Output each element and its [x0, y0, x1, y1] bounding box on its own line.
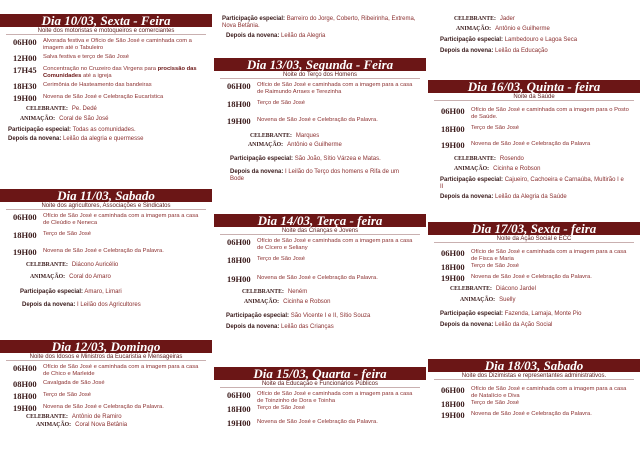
depois	[214, 169, 426, 183]
schedule-row	[214, 405, 426, 414]
celebrante-value: Diácono Auricélio	[71, 262, 119, 268]
day-subtitle: Noite da Ação Social e ECC	[434, 235, 634, 243]
participacao	[214, 156, 426, 163]
participacao-label: Participação especial:	[440, 311, 504, 318]
animacao-label: ANIMAÇÃO:	[36, 422, 72, 429]
celebrante-label: CELEBRANTE:	[454, 16, 496, 22]
day-block-13	[214, 58, 426, 183]
day-subtitle: Noite dos agricultores, Associações e Sindicatos	[6, 202, 206, 210]
time: 12H00	[13, 53, 37, 63]
time: 19H00	[441, 140, 465, 150]
depois	[428, 48, 640, 55]
time: 19H00	[227, 418, 251, 428]
schedule-row	[214, 419, 426, 428]
time: 18H00	[441, 262, 465, 272]
depois-value: Leilão das Crianças	[281, 324, 334, 331]
desc: Ofício de São José e caminhada com a imagem para a casa de Natalício e Diva	[471, 386, 627, 399]
desc: Terço de São José	[43, 392, 92, 398]
depois	[0, 136, 212, 143]
time: 18H00	[441, 124, 465, 134]
desc: Ofício de São José e caminhada com a imagem para a casa de Toinzinho de Dora e Toinha	[257, 391, 413, 404]
desc: Novena de São José e Celebração da Palavra.	[257, 419, 378, 425]
schedule-row	[428, 400, 640, 409]
participacao-label: Participação especial:	[222, 16, 286, 22]
depois	[428, 322, 640, 329]
desc: Terço de São José	[257, 256, 306, 262]
participacao-value: São João, Sítio Várzea e Matas.	[294, 156, 381, 163]
desc-bold: procissão das Comunidades	[43, 66, 197, 79]
schedule-row	[214, 391, 426, 404]
schedule-row	[214, 82, 426, 95]
day-title: Dia 18/03, Sabado	[428, 359, 640, 372]
celebrante-label: CELEBRANTE:	[26, 414, 68, 420]
day-title: Dia 10/03, Sexta - Feira	[0, 14, 212, 27]
participacao-label: Participação especial:	[230, 156, 294, 163]
day-title: Dia 11/03, Sabado	[0, 189, 212, 202]
animacao	[428, 26, 640, 33]
participacao	[214, 313, 426, 320]
time: 06H00	[227, 81, 251, 91]
desc: Terço de São José	[471, 263, 520, 269]
depois	[0, 302, 212, 309]
participacao	[428, 177, 640, 191]
celebrante-value: Neném	[287, 289, 308, 295]
time: 19H00	[227, 274, 251, 284]
day-subtitle: Noite da Saúde	[434, 93, 634, 101]
schedule-row	[428, 107, 640, 120]
celebrante-value: Marques	[295, 133, 320, 139]
participacao-value: São Vicente I e II, Sítio Souza	[290, 313, 371, 320]
desc: Novena de São José e Celebração da Palavra.	[43, 248, 164, 254]
schedule-row	[0, 248, 212, 257]
time: 19H00	[13, 93, 37, 103]
day-title: Dia 16/03, Quinta - feira	[428, 80, 640, 93]
animacao-value: Coral do Amaro	[69, 274, 111, 281]
animacao-value: Cicinha e Robson	[493, 166, 541, 173]
depois-value: I Leilão do Terço dos homens e Rifa de um Bode	[230, 169, 399, 183]
animacao	[0, 274, 212, 281]
desc: Novena de São José e Celebração da Palavra	[471, 141, 591, 147]
animacao-label: ANIMAÇÃO:	[30, 274, 66, 281]
day-subtitle: Noite dos motoristas e motoqueiros e comerciantes	[6, 27, 206, 35]
depois-value: Leilão da Alegria	[281, 33, 326, 39]
time: 18H30	[13, 81, 37, 91]
participacao-value: Todas as comunidades.	[72, 127, 136, 134]
animacao	[214, 299, 426, 306]
celebrante-value: Jader	[499, 16, 515, 22]
time: 19H00	[441, 273, 465, 283]
time: 18H00	[227, 99, 251, 109]
time: 18H00	[441, 399, 465, 409]
day-block-15-continued	[428, 16, 640, 55]
depois-label: Depois da novena:	[440, 48, 494, 55]
depois-value: Leilão da Educação	[495, 48, 548, 55]
animacao-value: Cicinha e Robson	[283, 299, 331, 306]
participacao-label: Participação especial:	[226, 313, 290, 320]
schedule-row	[0, 54, 212, 63]
animacao-label: ANIMAÇÃO:	[460, 297, 496, 304]
schedule-row	[0, 231, 212, 240]
schedule-row	[0, 82, 212, 91]
animacao-value: Antônio e Guilherme	[287, 142, 342, 149]
animacao	[428, 297, 640, 304]
time: 18H00	[13, 391, 37, 401]
celebrante	[428, 286, 640, 293]
participacao-value: Amaro, Limari	[84, 289, 122, 296]
schedule-row	[214, 117, 426, 126]
time: 18H00	[227, 255, 251, 265]
participacao-value: Cajueiro, Cachoeira e Carnaúba, Multirão I e II	[440, 177, 624, 191]
desc-pre: Concentração no Cruzeiro das Virgens para	[43, 66, 158, 72]
depois-label: Depois da novena:	[230, 169, 284, 176]
depois-value: Leilão da alegria e quermesse	[63, 136, 144, 143]
time: 18H00	[227, 404, 251, 414]
schedule-row	[0, 404, 212, 413]
celebrante	[0, 106, 212, 113]
depois-label: Depois da novena:	[226, 324, 280, 331]
depois-label: Depois da novena:	[440, 194, 494, 201]
depois-value: Leilão da Ação Social	[495, 322, 553, 329]
schedule-row	[0, 38, 212, 51]
depois-label: Depois da novena:	[22, 302, 76, 309]
depois-value: Leilão da Alegria da Saúde	[495, 194, 567, 201]
animacao	[0, 422, 212, 429]
animacao-value: Antônio e Guilherme	[495, 26, 550, 33]
animacao-label: ANIMAÇÃO:	[456, 26, 492, 33]
participacao	[428, 37, 640, 44]
day-subtitle: Noite da Educação e Funcionários Públicos	[220, 380, 420, 388]
depois	[214, 324, 426, 331]
time: 06H00	[441, 385, 465, 395]
animacao-value: Suelly	[499, 297, 516, 304]
celebrante-label: CELEBRANTE:	[26, 106, 68, 112]
schedule-row	[428, 386, 640, 399]
day-subtitle: Noite dos Dizimistas e representantes administrativos.	[434, 372, 634, 380]
desc: Novena de São José e Celebração da Palavra.	[257, 275, 378, 281]
schedule-row	[428, 411, 640, 420]
depois-value: I Leilão dos Agricultores	[77, 302, 141, 309]
day-subtitle: Noite dos Idosos e Ministros da Eucaristia e Mensageiras	[6, 353, 206, 361]
participacao	[214, 16, 426, 30]
day-title: Dia 14/03, Terça - feira	[214, 214, 426, 227]
time: 06H00	[13, 37, 37, 47]
day-block-10-continued	[214, 16, 426, 40]
desc: Terço de São José	[471, 400, 520, 406]
day-title: Dia 15/03, Quarta - feira	[214, 367, 426, 380]
participacao	[0, 289, 212, 296]
animacao-label: ANIMAÇÃO:	[248, 142, 284, 149]
depois-label: Depois da novena:	[8, 136, 62, 143]
desc: Terço de São José	[43, 231, 92, 237]
participacao-label: Participação especial:	[8, 127, 72, 134]
celebrante	[428, 16, 640, 23]
participacao-label: Participação especial:	[20, 289, 84, 296]
animacao-value: Coral de São José	[59, 116, 109, 123]
time: 06H00	[227, 237, 251, 247]
desc: Alvorada festiva e Ofício de São José e caminhada com a imagem até o Tabuleiro	[43, 38, 192, 51]
schedule-row	[428, 274, 640, 283]
schedule-row	[428, 141, 640, 150]
depois-label: Depois da novena:	[226, 33, 280, 39]
participacao-label: Participação especial:	[440, 37, 504, 44]
time: 19H00	[227, 116, 251, 126]
celebrante-value: Rosendo	[499, 156, 524, 162]
celebrante-value: Pe. Dedé	[71, 106, 97, 112]
schedule-row	[428, 249, 640, 262]
celebrante	[214, 289, 426, 296]
time: 19H00	[13, 247, 37, 257]
schedule-row	[0, 392, 212, 401]
celebrante-label: CELEBRANTE:	[450, 286, 492, 292]
desc-post: até a igreja	[81, 72, 112, 79]
schedule-row	[428, 263, 640, 272]
schedule-row	[214, 238, 426, 251]
day-block-18	[428, 359, 640, 420]
desc: Salva festiva e terço de São José	[43, 54, 130, 60]
participacao-value: Fazenda, Lamaja, Monte Pio	[504, 311, 582, 318]
desc: Novena de São José e Celebração da Palavra.	[257, 117, 378, 123]
day-block-14	[214, 214, 426, 331]
time: 19H00	[13, 403, 37, 413]
celebrante-label: CELEBRANTE:	[26, 262, 68, 268]
schedule-row	[0, 66, 212, 79]
schedule-row	[0, 94, 212, 103]
time: 06H00	[13, 212, 37, 222]
desc: Ofício de São José e caminhada com a imagem para a casa de Cleúdio e Neneca	[43, 213, 199, 226]
celebrante	[214, 133, 426, 140]
desc: Novena de São José e Celebração da Palavra.	[471, 274, 592, 280]
celebrante-value: Diácono Jardel	[495, 286, 536, 292]
day-subtitle: Noite do Terço dos Homens	[220, 71, 420, 79]
time: 06H00	[441, 248, 465, 258]
depois-label: Depois da novena:	[440, 322, 494, 329]
desc: Ofício de São José e caminhada com a imagem para a casa de Cícero e Seliany	[257, 238, 413, 251]
day-block-12	[0, 340, 212, 429]
schedule-row	[0, 213, 212, 226]
desc: Novena de São José e Celebração da Palavra.	[471, 411, 592, 417]
participacao	[428, 311, 640, 318]
animacao-label: ANIMAÇÃO:	[20, 116, 56, 123]
desc: Ofício de São José e caminhada com a imagem para a casa de Chico e Marleide	[43, 364, 199, 377]
animacao-value: Coral Nova Betânia	[75, 422, 128, 429]
desc: Terço de São José	[257, 100, 306, 106]
celebrante	[428, 156, 640, 163]
day-title: Dia 13/03, Segunda - Feira	[214, 58, 426, 71]
time: 17H45	[13, 65, 37, 75]
animacao-label: ANIMAÇÃO:	[454, 166, 490, 173]
depois	[214, 33, 426, 40]
time: 18H00	[13, 230, 37, 240]
time: 06H00	[227, 390, 251, 400]
time: 19H00	[441, 410, 465, 420]
time: 06H00	[441, 106, 465, 116]
animacao	[214, 142, 426, 149]
desc: Novena de São José e Celebração Eucarística	[43, 94, 164, 100]
time: 08H00	[13, 379, 37, 389]
animacao	[428, 166, 640, 173]
celebrante	[0, 414, 212, 421]
participacao-value: Lambedouro e Lagoa Seca	[504, 37, 578, 44]
desc: Ofício de São José e caminhada com a imagem para a casa de Raimundo Arraes e Terezinha	[257, 82, 413, 95]
schedule-row	[214, 256, 426, 265]
desc: Terço de São José	[471, 125, 520, 131]
animacao-label: ANIMAÇÃO:	[244, 299, 280, 306]
day-title: Dia 12/03, Domingo	[0, 340, 212, 353]
celebrante	[0, 262, 212, 269]
day-block-15	[214, 367, 426, 428]
schedule-row	[0, 380, 212, 389]
desc: Ofício de São José e caminhada com a imagem para a casa de Fisca e Maria	[471, 249, 627, 262]
celebrante-value: Antônio de Ramiro	[71, 414, 122, 420]
depois	[428, 194, 640, 201]
desc: Terço de São José	[257, 405, 306, 411]
participacao	[0, 127, 212, 134]
animacao	[0, 116, 212, 123]
day-block-10	[0, 14, 212, 143]
celebrante-label: CELEBRANTE:	[454, 156, 496, 162]
day-block-17	[428, 222, 640, 329]
desc: Cavalgada de São José	[43, 380, 105, 386]
day-block-16	[428, 80, 640, 201]
day-subtitle: Noite das Crianças e Jovens	[220, 227, 420, 235]
desc	[43, 66, 206, 79]
participacao-label: Participação especial:	[440, 177, 504, 184]
schedule-row	[214, 100, 426, 109]
celebrante-label: CELEBRANTE:	[250, 133, 292, 139]
time: 06H00	[13, 363, 37, 373]
day-title: Dia 17/03, Sexta - feira	[428, 222, 640, 235]
desc: Ofício de São José e caminhada com a imagem para o Posto de Saúde.	[471, 107, 629, 120]
schedule-row	[0, 364, 212, 377]
participacao-value: Barreiro do Jorge, Coberto, Ribeirinha, Extrema, Nova Betânia.	[222, 16, 416, 29]
celebrante-label: CELEBRANTE:	[242, 289, 284, 295]
desc: Novena de São José e Celebração da Palavra.	[43, 404, 164, 410]
schedule-row	[428, 125, 640, 134]
day-block-11	[0, 189, 212, 309]
schedule-row	[214, 275, 426, 284]
desc: Cerimônia de Hasteamento das bandeiras	[43, 82, 152, 88]
